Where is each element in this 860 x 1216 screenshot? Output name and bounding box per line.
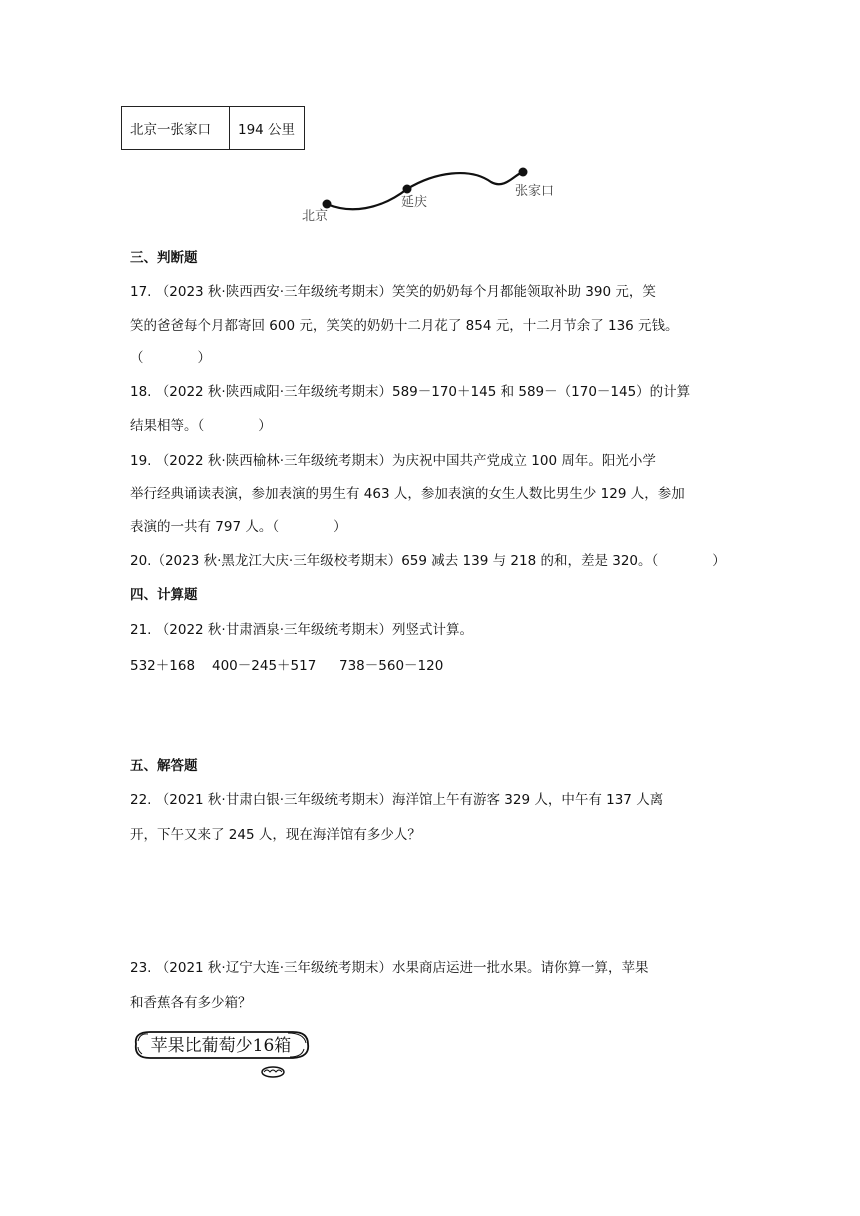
- bubble-text: 苹果比葡萄少16箱: [150, 1036, 292, 1056]
- q23-line1: 23. （2021 秋·辽宁大连·三年级统考期末）水果商店运进一批水果。请你算一算，苹果: [130, 960, 649, 976]
- section-calc-heading: 四、计算题: [130, 587, 198, 603]
- section-solve-heading: 五、解答题: [130, 758, 198, 774]
- beijing-dot: [323, 200, 332, 209]
- route-cell: 北京一张家口: [122, 107, 230, 150]
- q19-line3: 表演的一共有 797 人。（ ）: [130, 519, 347, 535]
- distance-cell: 194 公里: [230, 107, 305, 150]
- q22-line2: 开，下午又来了 245 人，现在海洋馆有多少人？: [130, 827, 421, 843]
- q21-expression-3: 738－560－120: [339, 658, 444, 674]
- q23-line2: 和香蕉各有多少箱？: [130, 995, 252, 1011]
- yanqing-label: 延庆: [401, 195, 428, 210]
- q20-line1: 20.（2023 秋·黑龙江大庆·三年级校考期末）659 减去 139 与 218 的和，差是 320。（ ）: [130, 553, 726, 569]
- thought-cloud-small: [262, 1067, 284, 1077]
- q17-line3: （ ）: [130, 350, 211, 366]
- q19-line2: 举行经典诵读表演，参加表演的男生有 463 人，参加表演的女生人数比男生少 129 人，参加: [130, 486, 685, 502]
- route-map: [295, 162, 615, 234]
- distance-table: [121, 106, 305, 150]
- zhangjiakou-dot: [519, 168, 528, 177]
- q21-expression-1: 532＋168: [130, 658, 196, 674]
- table-row: [122, 107, 305, 150]
- q22-line1: 22. （2021 秋·甘肃白银·三年级统考期末）海洋馆上午有游客 329 人，中午有 137 人离: [130, 792, 664, 808]
- yanqing-dot: [403, 185, 412, 194]
- beijing-label: 北京: [302, 209, 329, 224]
- zhangjiakou-label: 张家口: [515, 184, 555, 199]
- q21-line1: 21. （2022 秋·甘肃酒泉·三年级统考期末）列竖式计算。: [130, 622, 473, 638]
- q17-line1: 17. （2023 秋·陕西西安·三年级统考期末）笑笑的奶奶每个月都能领取补助 390 元，笑: [130, 284, 656, 300]
- q18-line1: 18. （2022 秋·陕西咸阳·三年级统考期末）589－170＋145 和 589－（170－145）的计算: [130, 384, 691, 400]
- q18-line2: 结果相等。（ ）: [130, 418, 272, 434]
- speech-bubble: [128, 1027, 318, 1083]
- q17-line2: 笑的爸爸每个月都寄回 600 元，笑笑的奶奶十二月花了 854 元，十二月节余了 136 元钱。: [130, 318, 679, 334]
- q19-line1: 19. （2022 秋·陕西榆林·三年级统考期末）为庆祝中国共产党成立 100 周年。阳光小学: [130, 453, 656, 469]
- q21-expression-2: 400－245＋517: [212, 658, 317, 674]
- section-judge-heading: 三、判断题: [130, 250, 198, 266]
